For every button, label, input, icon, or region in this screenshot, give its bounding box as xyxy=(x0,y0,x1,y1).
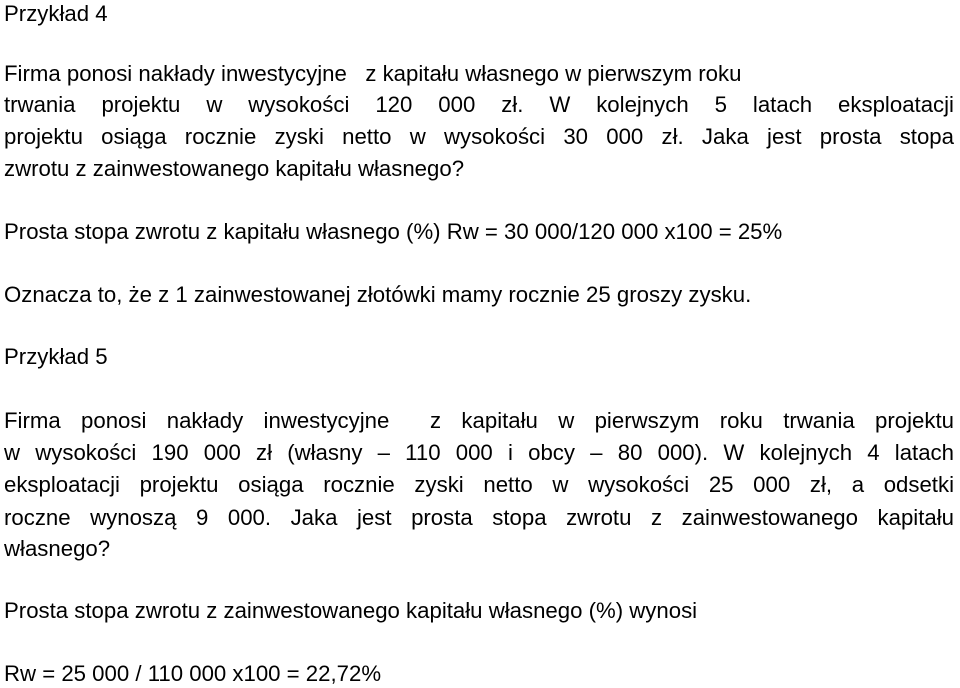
example5-problem-line-5: własnego? xyxy=(4,536,111,561)
example5-problem-line-2: w wysokości 190 000 zł (własny – 110 000 i obcy – 80 000). W kolejnych 4 latach xyxy=(4,440,954,465)
example4-interpretation: Oznacza to, że z 1 zainwestowanej złotówki mamy rocznie 25 groszy zysku. xyxy=(4,282,752,307)
example5-problem-line-4: roczne wynoszą 9 000. Jaka jest prosta stopa zwrotu z zainwestowanego kapitału xyxy=(4,505,954,530)
example5-problem-line-3: eksploatacji projektu osiąga rocznie zyski netto w wysokości 25 000 zł, a odsetki xyxy=(4,472,954,497)
example4-problem-line-2: trwania projektu w wysokości 120 000 zł. W kolejnych 5 latach eksploatacji xyxy=(4,92,954,117)
example5-formula-label: Prosta stopa zwrotu z zainwestowanego kapitału własnego (%) wynosi xyxy=(4,598,698,623)
example4-heading: Przykład 4 xyxy=(4,1,108,26)
example5-result: Rw = 25 000 / 110 000 x100 = 22,72% xyxy=(4,661,382,686)
example5-heading: Przykład 5 xyxy=(4,344,108,369)
example5-problem-line-1: Firma ponosi nakłady inwestycyjne z kapitału w pierwszym roku trwania projektu xyxy=(4,408,954,433)
example4-formula: Prosta stopa zwrotu z kapitału własnego (%) Rw = 30 000/120 000 x100 = 25% xyxy=(4,219,783,244)
example4-problem-line-3: projektu osiąga rocznie zyski netto w wysokości 30 000 zł. Jaka jest prosta stopa xyxy=(4,124,954,149)
example4-problem-line-1: Firma ponosi nakłady inwestycyjne z kapitału własnego w pierwszym roku xyxy=(4,61,742,86)
example4-problem-line-4: zwrotu z zainwestowanego kapitału własnego? xyxy=(4,156,465,181)
